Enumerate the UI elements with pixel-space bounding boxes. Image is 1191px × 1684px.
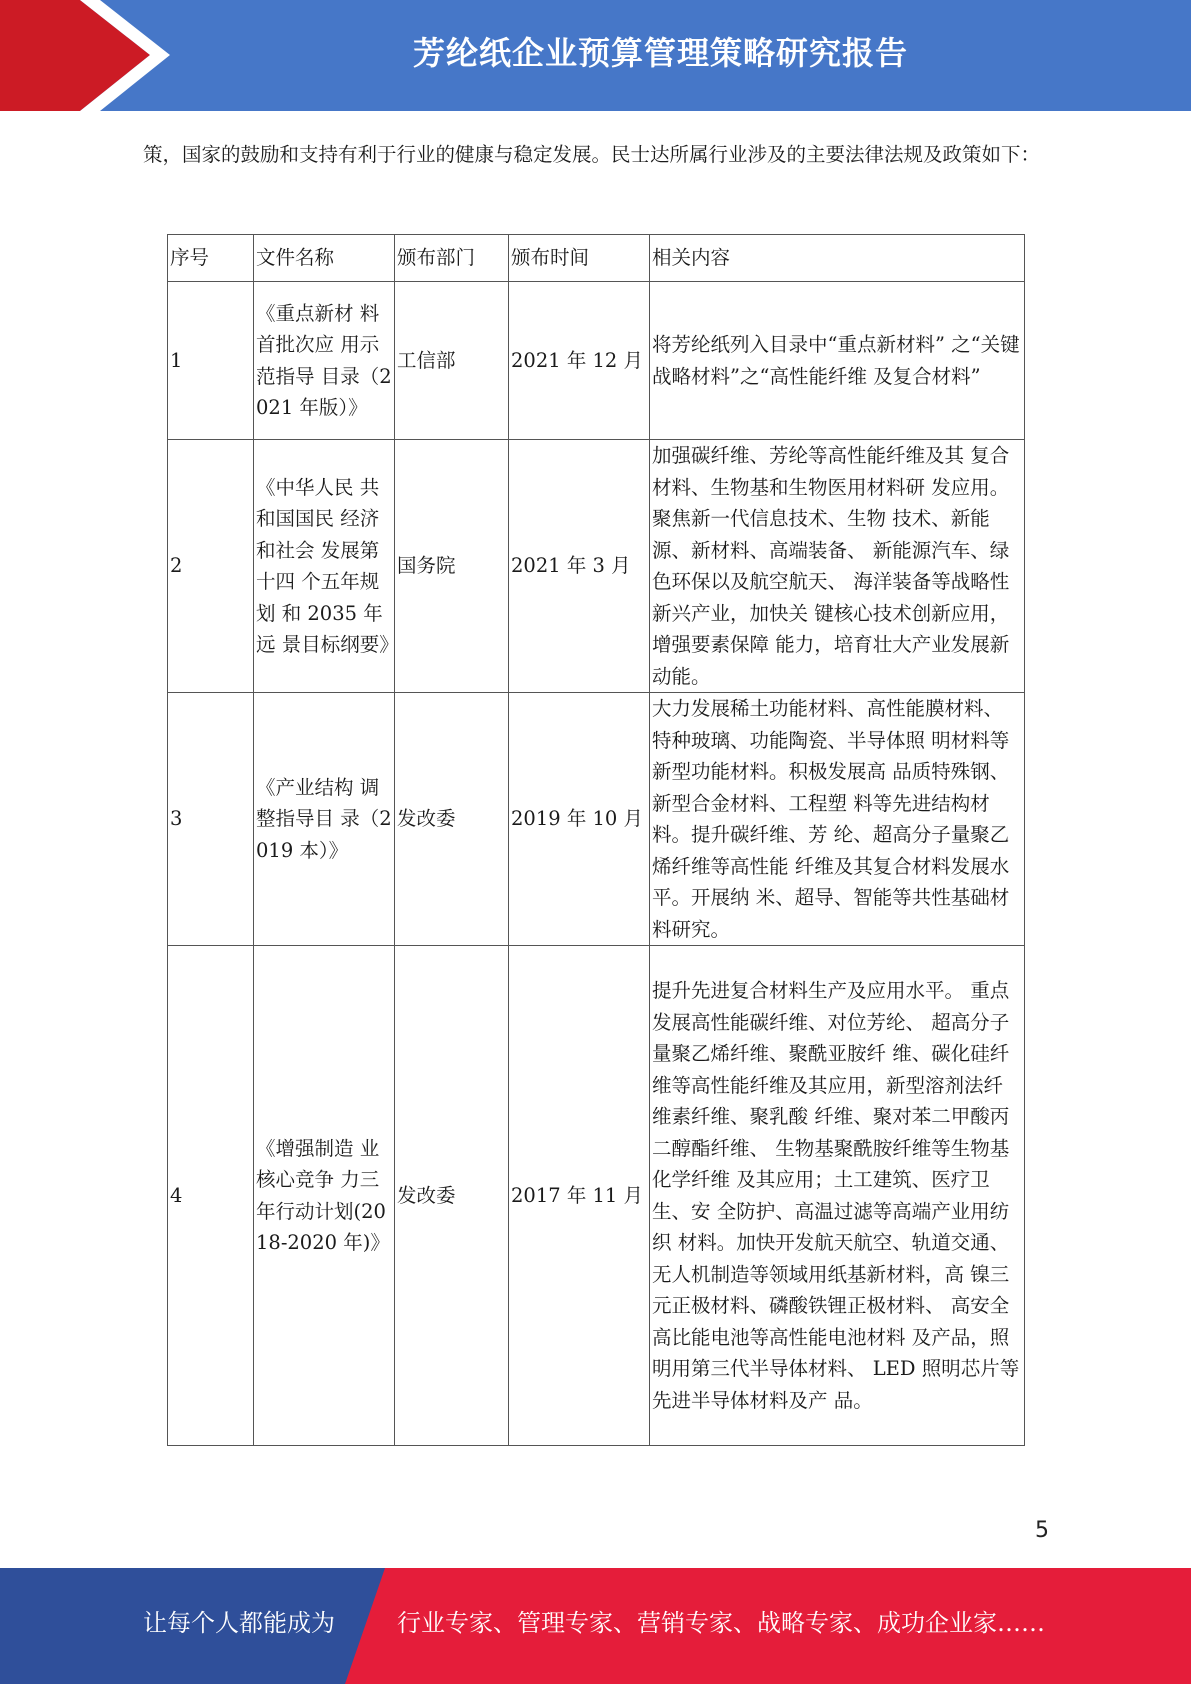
cell-content: 提升先进复合材料生产及应用水平。 重点发展高性能碳纤维、对位芳纶、 超高分子量聚乙烯纤维、聚酰亚胺纤 维、碳化硅纤维等高性能纤维及其应用，新型溶剂法纤维素纤维、聚乳酸 纤维、聚对苯二甲酸丙二醇酯纤维、 生物基聚酰胺纤维等生物基化学纤维 及其应用；土工建筑、医疗卫生、安 全防护、高温过滤等高端产业用纺织 材料。加快开发航天航空、轨道交通、 无人机制造等领域用纸基新材料，高 镍三元正极材料、磷酸铁锂正极材料、 高安全高比能电池等高性能电池材料 及产品，照明用第三代半导体材料、 LED 照明芯片等先进半导体材料及产 品。	[650, 946, 1025, 1446]
header-banner	[0, 0, 1191, 111]
header-date: 颁布时间	[509, 235, 650, 282]
table-row	[168, 282, 1025, 440]
table-row	[168, 440, 1025, 693]
cell-content: 加强碳纤维、芳纶等高性能纤维及其 复合材料、生物基和生物医用材料研 发应用。聚焦新一代信息技术、生物 技术、新能源、新材料、高端装备、 新能源汽车、绿色环保以及航空航天、 海洋装备等战略性新兴产业，加快关 键核心技术创新应用，增强要素保障 能力，培育壮大产业发展新动能。	[650, 440, 1025, 693]
cell-department: 工信部	[395, 282, 509, 440]
cell-index: 2	[168, 440, 254, 693]
cell-department: 国务院	[395, 440, 509, 693]
cell-index: 4	[168, 946, 254, 1446]
cell-department: 发改委	[395, 693, 509, 946]
table-row	[168, 693, 1025, 946]
header-content: 相关内容	[650, 235, 1025, 282]
policy-table	[167, 234, 1025, 1446]
cell-date: 2017 年 11 月	[509, 946, 650, 1446]
table-row	[168, 946, 1025, 1446]
cell-index: 3	[168, 693, 254, 946]
cell-date: 2019 年 10 月	[509, 693, 650, 946]
page-number: 5	[1035, 1518, 1049, 1543]
cell-content: 将芳纶纸列入目录中“重点新材料” 之“关键战略材料”之“高性能纤维 及复合材料”	[650, 282, 1025, 440]
cell-name: 《重点新材 料首批次应 用示范指导 目录（2021 年版）》	[254, 282, 395, 440]
cell-date: 2021 年 12 月	[509, 282, 650, 440]
table-header-row	[168, 235, 1025, 282]
cell-name: 《中华人民 共和国国民 经济和社会 发展第十四 个五年规划 和 2035 年远 景目标纲要》	[254, 440, 395, 693]
cell-content: 大力发展稀土功能材料、高性能膜材料、特种玻璃、功能陶瓷、半导体照 明材料等新型功能材料。积极发展高 品质特殊钢、新型合金材料、工程塑 料等先进结构材料。提升碳纤维、芳 纶、超高分子量聚乙烯纤维等高性能 纤维及其复合材料发展水平。开展纳 米、超导、智能等共性基础材料研究。	[650, 693, 1025, 946]
cell-date: 2021 年 3 月	[509, 440, 650, 693]
cell-department: 发改委	[395, 946, 509, 1446]
footer-banner	[0, 1568, 1191, 1684]
header-department: 颁布部门	[395, 235, 509, 282]
header-name: 文件名称	[254, 235, 395, 282]
page-title: 芳纶纸企业预算管理策略研究报告	[412, 34, 908, 72]
cell-name: 《增强制造 业核心竞争 力三年行动计划(2018-2020 年)》	[254, 946, 395, 1446]
header-index: 序号	[168, 235, 254, 282]
cell-index: 1	[168, 282, 254, 440]
footer-slogan-lead: 让每个人都能成为	[143, 1609, 335, 1637]
cell-name: 《产业结构 调整指导目 录（2019 本）》	[254, 693, 395, 946]
footer-slogan-roles: 行业专家、管理专家、营销专家、战略专家、成功企业家……	[397, 1609, 1045, 1637]
intro-paragraph: 策，国家的鼓励和支持有利于行业的健康与稳定发展。民士达所属行业涉及的主要法律法规及政策如下：	[143, 143, 1041, 166]
